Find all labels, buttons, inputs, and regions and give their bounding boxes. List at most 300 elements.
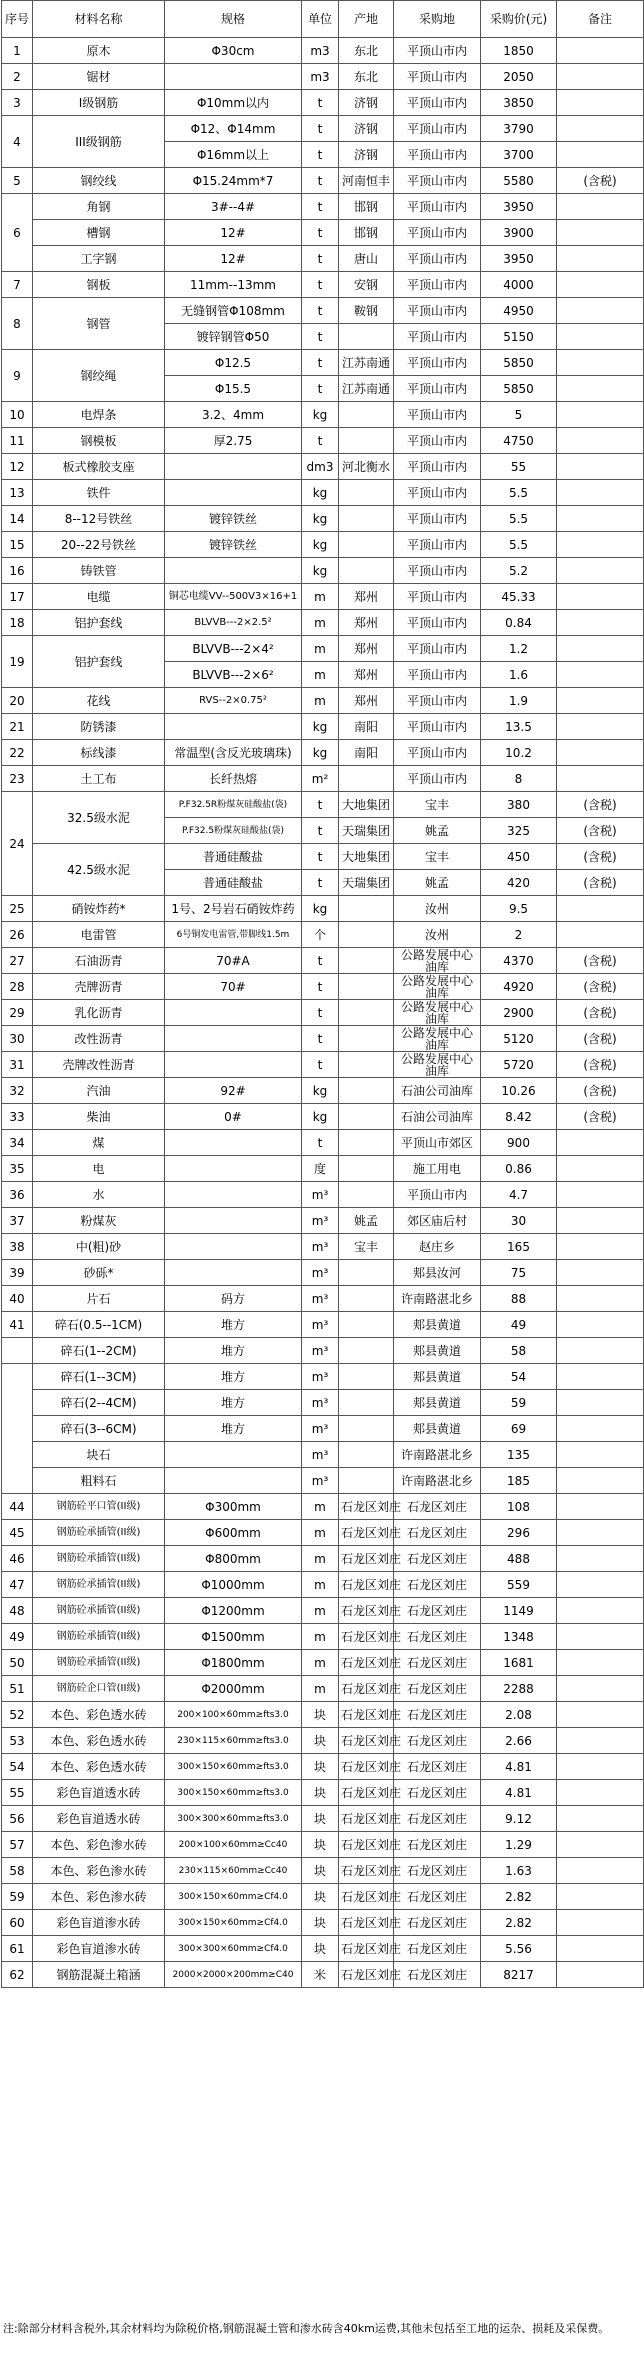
header-buy: 采购地 (394, 1, 481, 38)
cell-price: 59 (481, 1390, 557, 1416)
cell-price: 4000 (481, 272, 557, 298)
cell-price: 55 (481, 454, 557, 480)
cell-price: 8.42 (481, 1104, 557, 1130)
cell-buy: 公路发展中心油库 (394, 974, 481, 1000)
cell-buy: 平顶山市内 (394, 142, 481, 168)
table-row (2, 1338, 644, 1364)
cell-note (557, 922, 644, 948)
cell-unit: 个 (302, 922, 339, 948)
table-row (2, 1832, 644, 1858)
cell-note (557, 1338, 644, 1364)
cell-name: 本色、彩色透水砖 (33, 1754, 165, 1780)
table-row (2, 766, 644, 792)
cell-name: 土工布 (33, 766, 165, 792)
cell-spec: Φ30cm (165, 38, 302, 64)
cell-price: 3790 (481, 116, 557, 142)
cell-spec: RVS--2×0.75² (165, 688, 302, 714)
cell-price: 5150 (481, 324, 557, 350)
cell-origin: 石龙区刘庄 (339, 1858, 394, 1884)
cell-origin (339, 1000, 394, 1026)
cell-name: 标线漆 (33, 740, 165, 766)
cell-note (557, 1806, 644, 1832)
cell-note (557, 1260, 644, 1286)
table-row (2, 1780, 644, 1806)
cell-name: 壳牌沥青 (33, 974, 165, 1000)
cell-note (557, 1364, 644, 1390)
cell-no: 17 (2, 584, 33, 610)
header-spec: 规格 (165, 1, 302, 38)
cell-no: 20 (2, 688, 33, 714)
cell-name: 钢筋砼平口管(II级) (33, 1494, 165, 1520)
table-row (2, 350, 644, 376)
cell-spec: 堆方 (165, 1312, 302, 1338)
cell-spec: 300×150×60mm≥Cf4.0 (165, 1910, 302, 1936)
table-row (2, 610, 644, 636)
cell-note (557, 1910, 644, 1936)
cell-no: 36 (2, 1182, 33, 1208)
table-row (2, 1728, 644, 1754)
cell-unit: t (302, 376, 339, 402)
cell-name: 槽钢 (33, 220, 165, 246)
cell-unit: m (302, 1598, 339, 1624)
cell-spec: BLVVB---2×6² (165, 662, 302, 688)
cell-origin: 石龙区刘庄 (339, 1832, 394, 1858)
cell-name: 本色、彩色渗水砖 (33, 1832, 165, 1858)
cell-unit: kg (302, 506, 339, 532)
cell-unit: t (302, 220, 339, 246)
cell-spec: 镀锌铁丝 (165, 532, 302, 558)
cell-origin (339, 896, 394, 922)
cell-name: 钢筋砼承插管(II级) (33, 1572, 165, 1598)
cell-buy: 姚孟 (394, 870, 481, 896)
table-row (2, 714, 644, 740)
cell-name: 本色、彩色透水砖 (33, 1728, 165, 1754)
cell-spec: 300×300×60mm≥fts3.0 (165, 1806, 302, 1832)
cell-spec (165, 714, 302, 740)
cell-no: 1 (2, 38, 33, 64)
cell-note (557, 1676, 644, 1702)
price-table (1, 0, 644, 1988)
cell-spec (165, 1156, 302, 1182)
cell-note (557, 1286, 644, 1312)
cell-no: 24 (2, 792, 33, 896)
cell-unit: t (302, 1000, 339, 1026)
cell-name: 铸铁管 (33, 558, 165, 584)
cell-unit: kg (302, 896, 339, 922)
cell-spec: 堆方 (165, 1338, 302, 1364)
cell-note (557, 1494, 644, 1520)
cell-buy: 平顶山市内 (394, 168, 481, 194)
cell-unit: m (302, 688, 339, 714)
cell-buy: 石龙区刘庄 (394, 1780, 481, 1806)
cell-buy: 平顶山市内 (394, 688, 481, 714)
cell-origin: 江苏南通 (339, 376, 394, 402)
cell-origin: 南阳 (339, 714, 394, 740)
cell-unit: dm3 (302, 454, 339, 480)
cell-unit: 米 (302, 1962, 339, 1988)
cell-spec: 长纤热熔 (165, 766, 302, 792)
table-row (2, 896, 644, 922)
cell-buy: 石龙区刘庄 (394, 1650, 481, 1676)
cell-price: 1681 (481, 1650, 557, 1676)
cell-name: 改性沥青 (33, 1026, 165, 1052)
table-row (2, 272, 644, 298)
cell-buy: 平顶山市内 (394, 584, 481, 610)
cell-buy: 平顶山市内 (394, 350, 481, 376)
cell-origin (339, 558, 394, 584)
cell-name: 本色、彩色透水砖 (33, 1702, 165, 1728)
cell-spec: 1号、2号岩石硝铵炸药 (165, 896, 302, 922)
header-name: 材料名称 (33, 1, 165, 38)
cell-spec (165, 1260, 302, 1286)
cell-note (557, 896, 644, 922)
cell-spec: 普通硅酸盐 (165, 870, 302, 896)
cell-no: 15 (2, 532, 33, 558)
cell-price: 5.5 (481, 532, 557, 558)
cell-unit: m (302, 1572, 339, 1598)
cell-note: (含税) (557, 948, 644, 974)
cell-origin: 鞍钢 (339, 298, 394, 324)
cell-note (557, 584, 644, 610)
cell-no: 41 (2, 1312, 33, 1338)
cell-spec: 3#--4# (165, 194, 302, 220)
cell-note (557, 480, 644, 506)
cell-price: 5850 (481, 376, 557, 402)
cell-origin: 石龙区刘庄 (339, 1936, 394, 1962)
cell-spec: 200×100×60mm≥Cc40 (165, 1832, 302, 1858)
cell-buy: 石龙区刘庄 (394, 1546, 481, 1572)
table-row (2, 480, 644, 506)
cell-note (557, 558, 644, 584)
cell-buy: 石油公司油库 (394, 1104, 481, 1130)
cell-spec: Φ1800mm (165, 1650, 302, 1676)
cell-name: 碎石(0.5--1CM) (33, 1312, 165, 1338)
cell-unit: t (302, 428, 339, 454)
cell-price: 10.2 (481, 740, 557, 766)
header-unit: 单位 (302, 1, 339, 38)
cell-price: 8 (481, 766, 557, 792)
cell-buy: 赵庄乡 (394, 1234, 481, 1260)
cell-buy: 公路发展中心油库 (394, 948, 481, 974)
cell-price: 8217 (481, 1962, 557, 1988)
cell-origin (339, 1130, 394, 1156)
cell-buy: 宝丰 (394, 844, 481, 870)
cell-origin: 大地集团 (339, 844, 394, 870)
cell-spec: 300×150×60mm≥Cf4.0 (165, 1884, 302, 1910)
cell-unit: m (302, 1546, 339, 1572)
cell-note (557, 376, 644, 402)
cell-price: 3950 (481, 194, 557, 220)
cell-note (557, 298, 644, 324)
cell-spec (165, 480, 302, 506)
cell-unit: t (302, 1052, 339, 1078)
cell-note (557, 38, 644, 64)
cell-origin: 邯钢 (339, 194, 394, 220)
cell-spec: Φ16mm以上 (165, 142, 302, 168)
table-row (2, 1910, 644, 1936)
cell-name: 本色、彩色渗水砖 (33, 1884, 165, 1910)
cell-buy: 石龙区刘庄 (394, 1858, 481, 1884)
table-row (2, 532, 644, 558)
cell-spec: BLVVB---2×4² (165, 636, 302, 662)
cell-spec: 230×115×60mm≥Cc40 (165, 1858, 302, 1884)
cell-name: 钢管 (33, 298, 165, 350)
cell-buy: 石龙区刘庄 (394, 1806, 481, 1832)
table-row (2, 974, 644, 1000)
cell-note: (含税) (557, 870, 644, 896)
cell-spec: 码方 (165, 1286, 302, 1312)
cell-origin: 宝丰 (339, 1234, 394, 1260)
cell-unit: kg (302, 740, 339, 766)
cell-buy: 郏县黄道 (394, 1312, 481, 1338)
cell-note (557, 1754, 644, 1780)
cell-name: 钢板 (33, 272, 165, 298)
cell-origin: 郑州 (339, 584, 394, 610)
cell-name: 彩色盲道渗水砖 (33, 1936, 165, 1962)
cell-unit: kg (302, 714, 339, 740)
cell-price: 1.29 (481, 1832, 557, 1858)
cell-unit: m³ (302, 1286, 339, 1312)
table-row (2, 1676, 644, 1702)
cell-unit: kg (302, 1104, 339, 1130)
cell-spec: 镀锌钢管Φ50 (165, 324, 302, 350)
cell-unit: t (302, 324, 339, 350)
table-row (2, 1494, 644, 1520)
cell-name: 钢筋砼承插管(II级) (33, 1546, 165, 1572)
cell-name: 煤 (33, 1130, 165, 1156)
cell-name: 彩色盲道透水砖 (33, 1806, 165, 1832)
cell-price: 296 (481, 1520, 557, 1546)
cell-unit: t (302, 298, 339, 324)
cell-origin: 石龙区刘庄 (339, 1598, 394, 1624)
cell-unit: m³ (302, 1208, 339, 1234)
cell-origin (339, 974, 394, 1000)
cell-note (557, 636, 644, 662)
cell-no: 35 (2, 1156, 33, 1182)
cell-price: 2.82 (481, 1884, 557, 1910)
header-no: 序号 (2, 1, 33, 38)
cell-note (557, 1962, 644, 1988)
cell-price: 4.7 (481, 1182, 557, 1208)
cell-unit: m³ (302, 1364, 339, 1390)
cell-unit: kg (302, 402, 339, 428)
cell-unit: kg (302, 558, 339, 584)
cell-unit: m³ (302, 1234, 339, 1260)
cell-name: 铝护套线 (33, 610, 165, 636)
cell-unit: m³ (302, 1468, 339, 1494)
cell-buy: 平顶山市内 (394, 1182, 481, 1208)
cell-spec: 70#A (165, 948, 302, 974)
table-row (2, 1442, 644, 1468)
cell-price: 75 (481, 1260, 557, 1286)
cell-spec: 堆方 (165, 1390, 302, 1416)
cell-spec: BLVVB---2×2.5² (165, 610, 302, 636)
cell-price: 5.56 (481, 1936, 557, 1962)
cell-name: 钢绞绳 (33, 350, 165, 402)
table-row (2, 636, 644, 662)
cell-name: 20--22号铁丝 (33, 532, 165, 558)
cell-no: 27 (2, 948, 33, 974)
cell-price: 325 (481, 818, 557, 844)
cell-buy: 公路发展中心油库 (394, 1052, 481, 1078)
cell-unit: m² (302, 766, 339, 792)
cell-note (557, 1598, 644, 1624)
cell-no: 13 (2, 480, 33, 506)
cell-unit: t (302, 844, 339, 870)
cell-no: 45 (2, 1520, 33, 1546)
cell-origin (339, 1104, 394, 1130)
cell-buy: 郏县汝河 (394, 1260, 481, 1286)
cell-note (557, 90, 644, 116)
cell-buy: 平顶山市内 (394, 272, 481, 298)
cell-origin: 江苏南通 (339, 350, 394, 376)
cell-buy: 平顶山市内 (394, 298, 481, 324)
cell-spec (165, 1052, 302, 1078)
cell-price: 5120 (481, 1026, 557, 1052)
cell-price: 4750 (481, 428, 557, 454)
cell-buy: 石龙区刘庄 (394, 1910, 481, 1936)
cell-name: 32.5级水泥 (33, 792, 165, 844)
table-row (2, 1884, 644, 1910)
table-row (2, 246, 644, 272)
cell-no: 47 (2, 1572, 33, 1598)
cell-note: (含税) (557, 168, 644, 194)
cell-note (557, 1208, 644, 1234)
cell-price: 30 (481, 1208, 557, 1234)
cell-price: 4370 (481, 948, 557, 974)
cell-buy: 石龙区刘庄 (394, 1572, 481, 1598)
cell-note (557, 324, 644, 350)
cell-origin (339, 1026, 394, 1052)
cell-buy: 宝丰 (394, 792, 481, 818)
cell-buy: 平顶山市内 (394, 532, 481, 558)
cell-no: 11 (2, 428, 33, 454)
table-row (2, 558, 644, 584)
cell-note: (含税) (557, 818, 644, 844)
cell-buy: 石龙区刘庄 (394, 1754, 481, 1780)
cell-origin (339, 1338, 394, 1364)
cell-unit: m³ (302, 1260, 339, 1286)
table-row (2, 402, 644, 428)
cell-unit: t (302, 168, 339, 194)
cell-no: 38 (2, 1234, 33, 1260)
cell-origin: 石龙区刘庄 (339, 1806, 394, 1832)
cell-unit: kg (302, 532, 339, 558)
cell-name: 铁件 (33, 480, 165, 506)
cell-name: 粗料石 (33, 1468, 165, 1494)
cell-price: 5.2 (481, 558, 557, 584)
cell-origin: 河南恒丰 (339, 168, 394, 194)
cell-price: 3900 (481, 220, 557, 246)
table-row (2, 1624, 644, 1650)
cell-no: 6 (2, 194, 33, 272)
cell-origin: 郑州 (339, 636, 394, 662)
cell-name: 钢筋砼承插管(II级) (33, 1598, 165, 1624)
cell-buy: 石油公司油库 (394, 1078, 481, 1104)
cell-spec: 300×150×60mm≥fts3.0 (165, 1780, 302, 1806)
cell-unit: t (302, 194, 339, 220)
cell-no: 28 (2, 974, 33, 1000)
cell-note (557, 1780, 644, 1806)
cell-price: 2.66 (481, 1728, 557, 1754)
cell-price: 1.6 (481, 662, 557, 688)
cell-no: 52 (2, 1702, 33, 1728)
cell-origin: 济钢 (339, 116, 394, 142)
cell-no: 58 (2, 1858, 33, 1884)
cell-buy: 平顶山市内 (394, 636, 481, 662)
cell-spec: 3.2、4mm (165, 402, 302, 428)
cell-price: 58 (481, 1338, 557, 1364)
cell-buy: 平顶山市内 (394, 740, 481, 766)
cell-spec (165, 1000, 302, 1026)
cell-name: 碎石(1--3CM) (33, 1364, 165, 1390)
table-row (2, 1312, 644, 1338)
table-row (2, 1650, 644, 1676)
cell-price: 165 (481, 1234, 557, 1260)
cell-note (557, 272, 644, 298)
table-row (2, 38, 644, 64)
cell-no: 9 (2, 350, 33, 402)
cell-no: 34 (2, 1130, 33, 1156)
cell-no: 40 (2, 1286, 33, 1312)
table-row (2, 1572, 644, 1598)
cell-buy: 许南路湛北乡 (394, 1286, 481, 1312)
table-row (2, 90, 644, 116)
cell-name: 工字钢 (33, 246, 165, 272)
cell-note (557, 116, 644, 142)
cell-name: 块石 (33, 1442, 165, 1468)
cell-no: 16 (2, 558, 33, 584)
cell-note (557, 1130, 644, 1156)
cell-price: 13.5 (481, 714, 557, 740)
cell-origin (339, 506, 394, 532)
cell-no: 37 (2, 1208, 33, 1234)
cell-unit: m (302, 1650, 339, 1676)
cell-unit: 块 (302, 1858, 339, 1884)
table-row (2, 948, 644, 974)
cell-note: (含税) (557, 1078, 644, 1104)
cell-unit: m³ (302, 1338, 339, 1364)
cell-unit: t (302, 870, 339, 896)
cell-no: 61 (2, 1936, 33, 1962)
cell-buy: 平顶山市内 (394, 428, 481, 454)
cell-buy: 平顶山市内 (394, 194, 481, 220)
cell-unit: m (302, 1676, 339, 1702)
cell-price: 5720 (481, 1052, 557, 1078)
cell-buy: 公路发展中心油库 (394, 1026, 481, 1052)
cell-no: 57 (2, 1832, 33, 1858)
cell-unit: t (302, 246, 339, 272)
cell-origin: 石龙区刘庄 (339, 1910, 394, 1936)
cell-origin (339, 1442, 394, 1468)
cell-unit: t (302, 1130, 339, 1156)
cell-buy: 平顶山市内 (394, 220, 481, 246)
cell-unit: 块 (302, 1702, 339, 1728)
cell-spec: 堆方 (165, 1416, 302, 1442)
cell-note (557, 1572, 644, 1598)
cell-note (557, 1312, 644, 1338)
cell-unit: t (302, 818, 339, 844)
cell-name: 钢筋砼企口管(II级) (33, 1676, 165, 1702)
cell-buy: 平顶山市内 (394, 766, 481, 792)
cell-price: 108 (481, 1494, 557, 1520)
table-row (2, 1286, 644, 1312)
footnote: 注:除部分材料含税外,其余材料均为除税价格,钢筋混凝土管和渗水砖含40km运费,其他未包括至工地的运杂、损耗及采保费。 (3, 2322, 610, 2335)
cell-origin: 石龙区刘庄 (339, 1494, 394, 1520)
cell-price: 0.86 (481, 1156, 557, 1182)
cell-name: 壳牌改性沥青 (33, 1052, 165, 1078)
cell-buy: 郏县黄道 (394, 1338, 481, 1364)
